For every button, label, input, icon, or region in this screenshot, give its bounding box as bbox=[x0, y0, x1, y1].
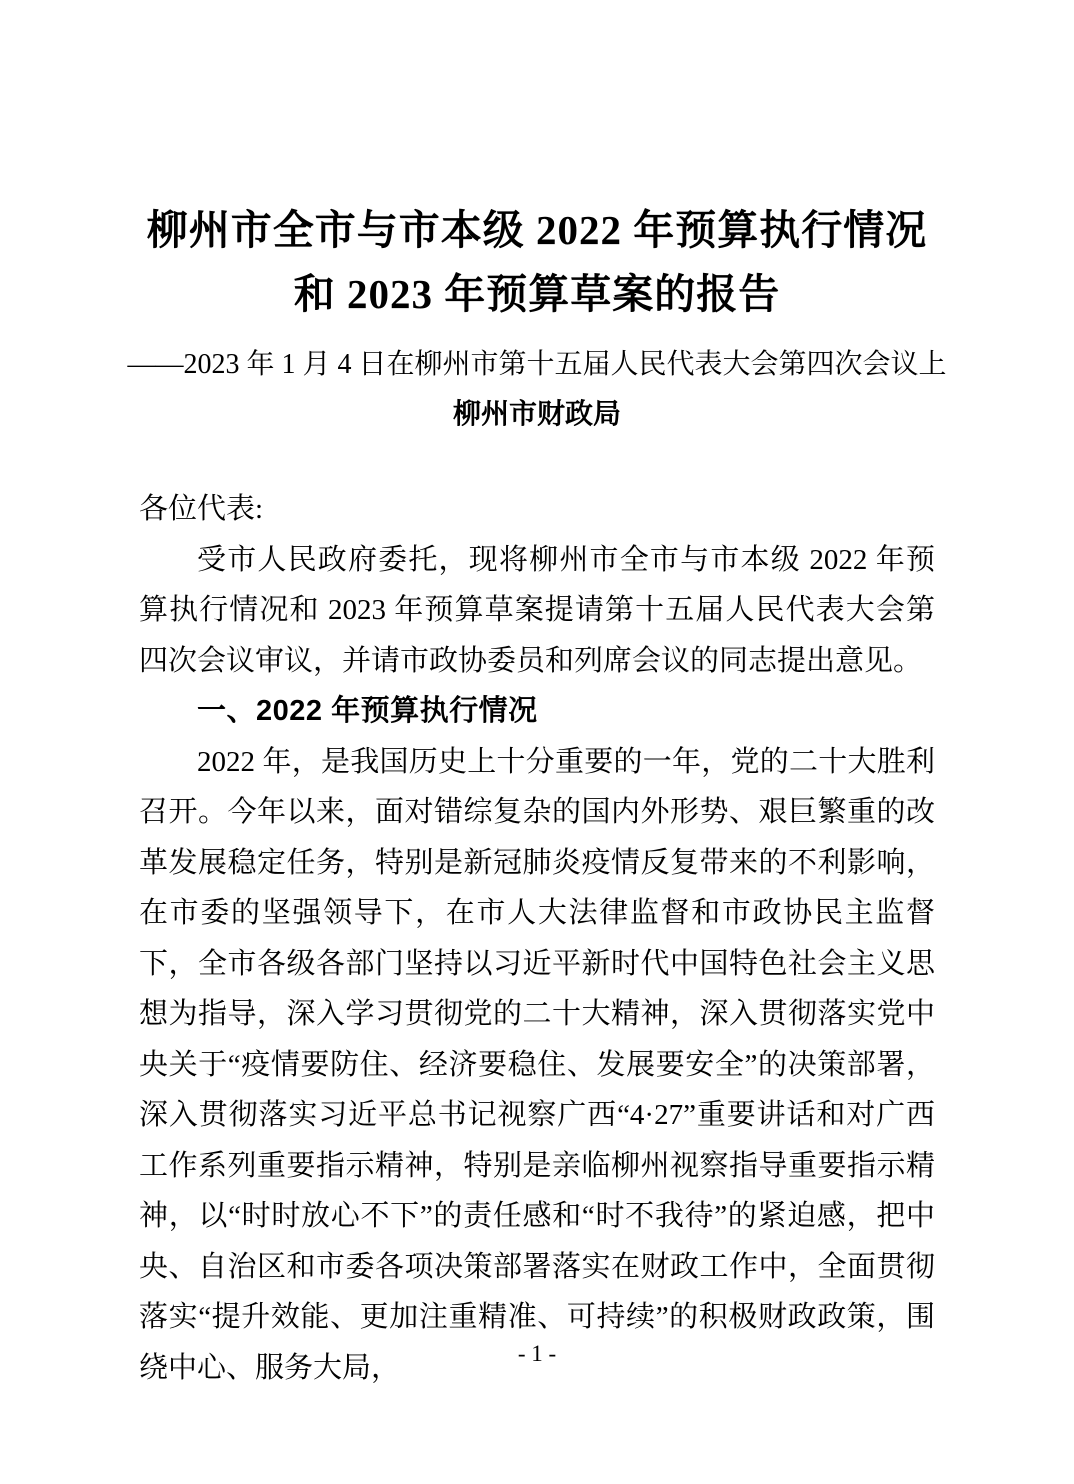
document-title bbox=[0, 0, 1074, 326]
section-heading: 一、2022 年预算执行情况 bbox=[197, 695, 538, 727]
salutation: 各位代表: bbox=[139, 493, 264, 525]
intro-paragraph: 受市人民政府委托，现将柳州市全市与市本级 2022 年预算执行情况和 2023 年预算草案提请第十五届人民代表大会第四次会议审议，并请市政协委员和列席会议的同志提出意见。 bbox=[139, 543, 935, 677]
body-paragraph: 2022 年，是我国历史上十分重要的一年，党的二十大胜利召开。今年以来，面对错综复杂的国内外形势、艰巨繁重的改革发展稳定任务，特别是新冠肺炎疫情反复带来的不利影响，在市委的坚强领导下，在市人大法律监督和市政协民主监督下，全市各级各部门坚持以习近平新时代中国特色社会主义思想为指导，深入学习贯彻党的二十大精神，深入贯彻落实党中央关于“疫情要防住、经济要稳住、发展要安全”的决策部署，深入贯彻落实习近平总书记视察广西“4·27”重要讲话和对广西工作系列重要指示精神，特别是亲临柳州视察指导重要指示精神，以“时时放心不下”的责任感和“时不我待”的紧迫感，把中央、自治区和市委各项决策部署落实在财政工作中，全面贯彻落实“提升效能、更加注重精准、可持续”的积极财政政策，围绕中心、服务大局， bbox=[139, 745, 935, 1384]
title-line-1: 柳州市全市与市本级 2022 年预算执行情况 bbox=[146, 207, 928, 253]
document-author: 柳州市财政局 bbox=[452, 399, 621, 430]
page-number: - 1 - bbox=[517, 1341, 557, 1366]
document-subtitle: ——2023 年 1 月 4 日在柳州市第十五届人民代表大会第四次会议上 bbox=[127, 349, 947, 380]
document-body bbox=[139, 484, 935, 1393]
title-line-2: 和 2023 年预算草案的报告 bbox=[293, 271, 781, 317]
